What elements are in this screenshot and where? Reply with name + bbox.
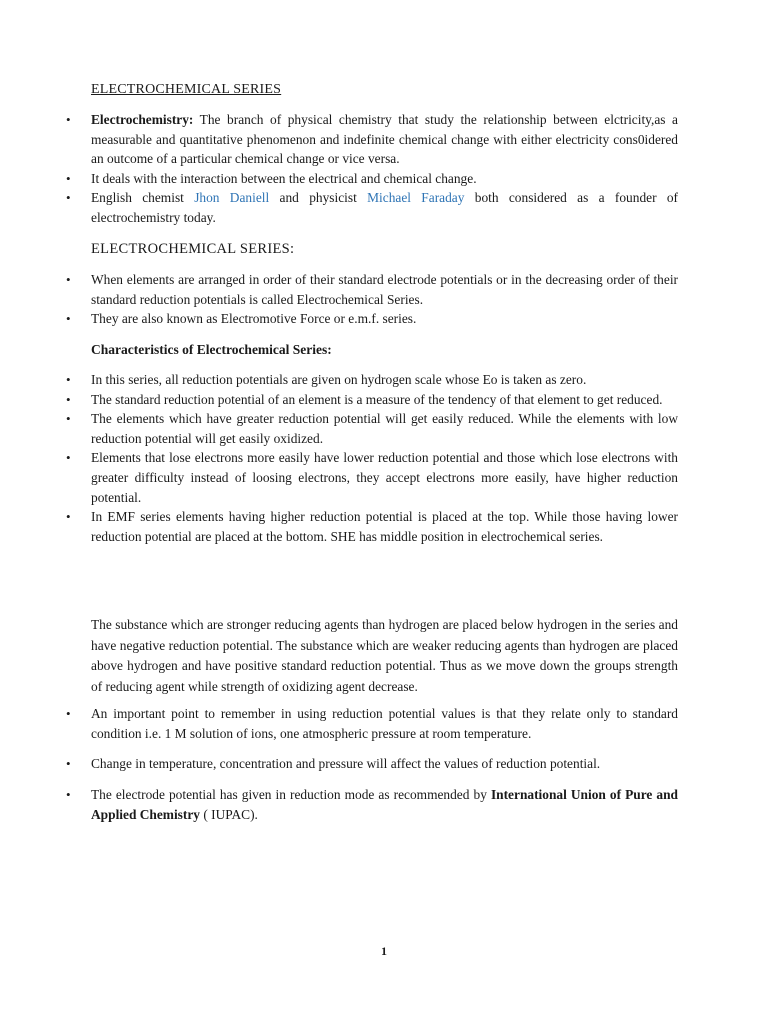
list-item: • Elements that lose electrons more easily have lower reduction potential and those which lose electrons with greater difficulty instead of loosing electrons, they accept electrons more easily, have higher reduction potential.	[0, 448, 678, 507]
list-item: • In EMF series elements having higher reduction potential is placed at the top. While those having lower reduction potential are placed at the bottom. SHE has middle position in electrochemical series.	[0, 507, 678, 546]
list-item: • Change in temperature, concentration and pressure will affect the values of reduction potential.	[0, 754, 678, 774]
page-number: 1	[381, 944, 387, 958]
final-list-3	[0, 785, 768, 824]
list-item: • The standard reduction potential of an element is a measure of the tendency of that element to get reduced.	[0, 390, 678, 410]
list-item: • It deals with the interaction between the electrical and chemical change.	[0, 169, 678, 189]
list-item: • English chemist Jhon Daniell and physicist Michael Faraday both considered as a founder of electrochemistry today.	[0, 188, 678, 227]
list-item: • When elements are arranged in order of their standard electrode potentials or in the decreasing order of their standard reduction potentials is called Electrochemical Series.	[0, 270, 678, 309]
section-heading-series: ELECTROCHEMICAL SERIES:	[91, 241, 295, 257]
iupac-bold: International Union of Pure and Applied Chemistry	[91, 787, 678, 822]
main-heading: ELECTROCHEMICAL SERIES	[91, 82, 282, 97]
final-list-1	[0, 704, 768, 743]
final-list-2	[0, 754, 768, 774]
link-michael-faraday[interactable]: Michael Faraday	[367, 190, 465, 206]
section-heading-characteristics: Characteristics of Electrochemical Series:	[91, 342, 332, 357]
characteristics-list	[0, 370, 768, 546]
list-item: • In this series, all reduction potentials are given on hydrogen scale whose Eo is taken as zero.	[0, 370, 678, 390]
series-list	[0, 270, 768, 329]
list-item: • Electrochemistry: The branch of physical chemistry that study the relationship between elctricity,as a measurable and quantitative phenomenon and indefinite chemical change with either electricity cons0idered an outcome of a particular chemical change or vice versa.	[0, 110, 678, 169]
body-paragraph: The substance which are stronger reducing agents than hydrogen are placed below hydrogen in the series and have negative reduction potential. The substance which are weaker reducing agents than hydrogen are placed above hydrogen and have positive standard reduction potential. Thus as we move down the groups strength of reducing agent while strength of oxidizing agent decrease.	[91, 617, 678, 694]
list-item: • They are also known as Electromotive Force or e.m.f. series.	[0, 309, 678, 329]
link-jhon-daniell[interactable]: Jhon Daniell	[194, 190, 270, 206]
list-item: • An important point to remember in using reduction potential values is that they relate only to standard condition i.e. 1 M solution of ions, one atmospheric pressure at room temperature.	[0, 704, 678, 743]
list-item: • The elements which have greater reduction potential will get easily reduced. While the elements with low reduction potential will get easily oxidized.	[0, 409, 678, 448]
term-label: Electrochemistry:	[91, 112, 194, 127]
list-item: • The electrode potential has given in reduction mode as recommended by International Union of Pure and Applied Chemistry ( IUPAC).	[0, 785, 678, 824]
intro-list	[0, 110, 768, 228]
